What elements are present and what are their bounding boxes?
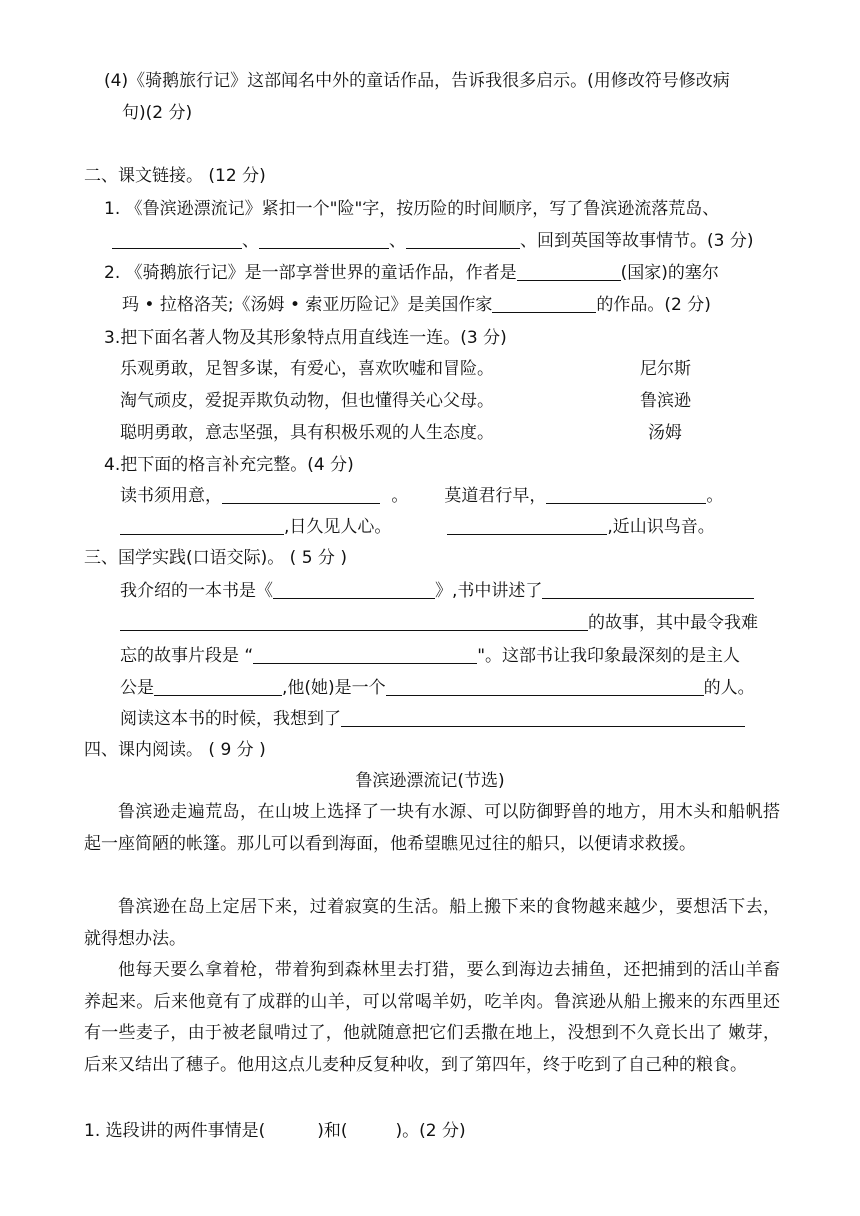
answer-blank[interactable] <box>112 230 242 249</box>
section-2-title: 二、课文链接。 (12 分) <box>84 166 266 186</box>
section-4-title: 四、课内阅读。 ( 9 分 ) <box>84 740 266 760</box>
s2-q2-text: 的作品。(2 分) <box>596 295 711 315</box>
s2-q1-line-1: 1. 《鲁滨逊漂流记》紧扣一个"险"字，按历险的时间顺序，写了鲁滨逊流落荒岛、 <box>104 199 720 219</box>
s3-line-1 <box>120 579 754 603</box>
separator: 、 <box>242 231 259 251</box>
s2-q2-text: 2. 《骑鹅旅行记》是一部享誉世界的童话作品，作者是 <box>104 263 517 283</box>
s4-q1-text: 1. 选段讲的两件事情是( <box>84 1121 266 1141</box>
answer-blank[interactable] <box>406 230 520 249</box>
character-name-3[interactable]: 汤姆 <box>648 423 682 443</box>
maxim-text: 。 <box>706 486 724 506</box>
maxim-text: 。 <box>386 486 409 506</box>
answer-blank[interactable] <box>341 708 745 727</box>
s2-q2-line-1 <box>104 261 719 285</box>
s3-text: 阅读这本书的时候，我想到了 <box>120 709 341 729</box>
s2-q2-text: 玛 • 拉格洛芙;《汤姆 • 索亚历险记》是美国作家 <box>122 295 493 315</box>
answer-blank[interactable] <box>259 230 389 249</box>
trait-2: 淘气顽皮，爱捉弄欺负动物，但也懂得关心父母。 <box>120 391 494 411</box>
s2-q4-title: 4.把下面的格言补充完整。(4 分) <box>104 455 354 475</box>
answer-blank[interactable] <box>222 485 380 504</box>
passage-paragraph-2: 鲁滨逊在岛上定居下来，过着寂寞的生活。船上搬下来的食物越来越少，要想活下去，就得想办法。 <box>84 897 780 949</box>
section-3-title: 三、国学实践(口语交际)。 ( 5 分 ) <box>84 548 347 568</box>
passage-title: 鲁滨逊漂流记(节选) <box>355 771 505 791</box>
s3-text: ,他(她)是一个 <box>282 678 386 698</box>
answer-blank[interactable] <box>253 645 477 664</box>
passage-paragraph-3: 他每天要么拿着枪，带着狗到森林里去打猎，要么到海边去捕鱼，还把捕到的活山羊畜养起来。后来他竟有了成群的山羊，可以常喝羊奶，吃羊肉。鲁滨逊从船上搬来的东西里还有一些麦子，由于被老鼠啃过了，他就随意把它们丢撒在地上，没想到不久竟长出了 嫩芽，后来又结出了穗子。他用这点儿麦种反复种收，到了第四年，终于吃到了自己种的粮食。 <box>84 960 780 1075</box>
maxim-text: 读书须用意， <box>120 486 222 506</box>
s2-q1-tail: 、回到英国等故事情节。(3 分) <box>520 231 754 251</box>
protagonist-blank[interactable] <box>154 677 282 696</box>
question-4-line-1: (4)《骑鹅旅行记》这部闻名中外的童话作品，告诉我很多启示。(用修改符号修改病 <box>104 71 730 91</box>
character-name-2[interactable]: 鲁滨逊 <box>640 391 691 411</box>
maxim-text: 莫道君行早， <box>444 486 547 506</box>
s2-q4-row-2 <box>120 515 715 539</box>
character-name-1[interactable]: 尼尔斯 <box>640 359 691 379</box>
s3-text: "。这部书让我印象最深刻的是主人 <box>477 646 741 666</box>
s3-text: 的故事，其中最令我难 <box>588 613 758 633</box>
s3-text: 》,书中讲述了 <box>435 581 543 601</box>
s3-text: 我介绍的一本书是《 <box>120 581 273 601</box>
s4-q1-text: )。(2 分) <box>395 1121 466 1141</box>
answer-blank[interactable] <box>386 677 704 696</box>
trait-3: 聪明勇敢，意志坚强，具有积极乐观的人生态度。 <box>120 423 494 443</box>
s4-q1 <box>84 1119 466 1143</box>
trait-1: 乐观勇敢，足智多谋，有爱心，喜欢吹嘘和冒险。 <box>120 359 494 379</box>
answer-blank[interactable] <box>546 485 706 504</box>
s2-q2-text: (国家)的塞尔 <box>620 263 719 283</box>
s3-text: 的人。 <box>703 678 755 698</box>
s2-q1-line-2 <box>112 229 753 253</box>
s3-line-4 <box>120 676 755 700</box>
separator: 、 <box>389 231 406 251</box>
s3-text: 忘的故事片段是 “ <box>120 646 254 666</box>
answer-blank[interactable] <box>447 516 607 535</box>
answer-blank[interactable] <box>492 294 596 313</box>
question-4-line-2: 句)(2 分) <box>122 103 193 123</box>
passage-paragraph-1: 鲁滨逊走遍荒岛，在山坡上选择了一块有水源、可以防御野兽的地方，用木头和船帆搭起一座简陋的帐篷。那儿可以看到海面，他希望瞧见过往的船只，以便请求救援。 <box>84 802 780 854</box>
s3-line-3 <box>120 644 740 668</box>
s2-q4-row-1 <box>120 484 723 508</box>
answer-blank[interactable] <box>120 612 588 631</box>
s3-text: 公是 <box>120 678 154 698</box>
maxim-text: ,日久见人心。 <box>284 517 392 537</box>
answer-blank[interactable] <box>517 262 621 281</box>
answer-blank[interactable] <box>120 516 284 535</box>
maxim-text: ,近山识鸟音。 <box>607 517 715 537</box>
s4-q1-text: )和( <box>317 1121 348 1141</box>
s2-q2-line-2 <box>122 293 711 317</box>
s3-line-5 <box>120 707 745 731</box>
answer-blank[interactable] <box>542 580 754 599</box>
s3-line-2 <box>120 611 758 635</box>
book-title-blank[interactable] <box>273 580 435 599</box>
s2-q3-title: 3.把下面名著人物及其形象特点用直线连一连。(3 分) <box>104 328 507 348</box>
